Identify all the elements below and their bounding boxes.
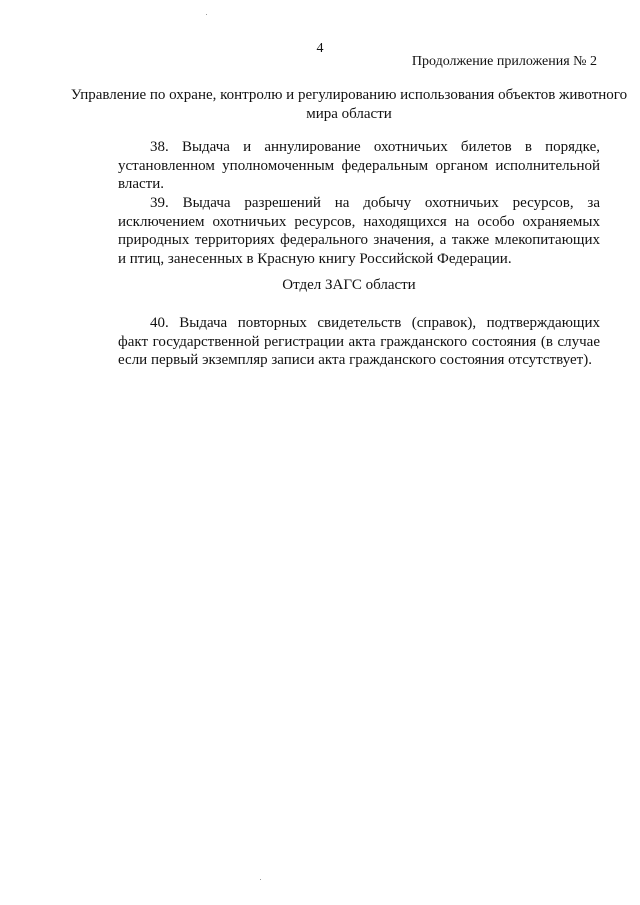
list-item-40: 40. Выдача повторных свидетельств (справок), подтверждающих факт государственной регистрации акта гражданского состояния (в случае если первый экземпляр записи акта гражданского состояния отсутствует). — [118, 315, 600, 368]
list-item-39: 39. Выдача разрешений на добычу охотничьих ресурсов, за исключением охотничьих ресурсов, находящихся на особо охраняемых природных территориях федерального значения, а также млекопитающих и птиц, занесенных в Красную книгу Российской Федерации. — [118, 195, 600, 267]
scan-speck — [260, 879, 261, 880]
section-heading-zags-department: Отдел ЗАГС области — [282, 277, 416, 293]
list-item-38: 38. Выдача и аннулирование охотничьих билетов в порядке, установленном уполномоченным федеральным органом исполнительной власти. — [118, 139, 600, 192]
section-heading-wildlife-department: Управление по охране, контролю и регулированию использования объектов животного мира области — [70, 87, 628, 122]
appendix-continuation-note: Продолжение приложения № 2 — [411, 54, 597, 69]
page-number: 4 — [316, 41, 324, 56]
scan-speck — [206, 14, 207, 15]
